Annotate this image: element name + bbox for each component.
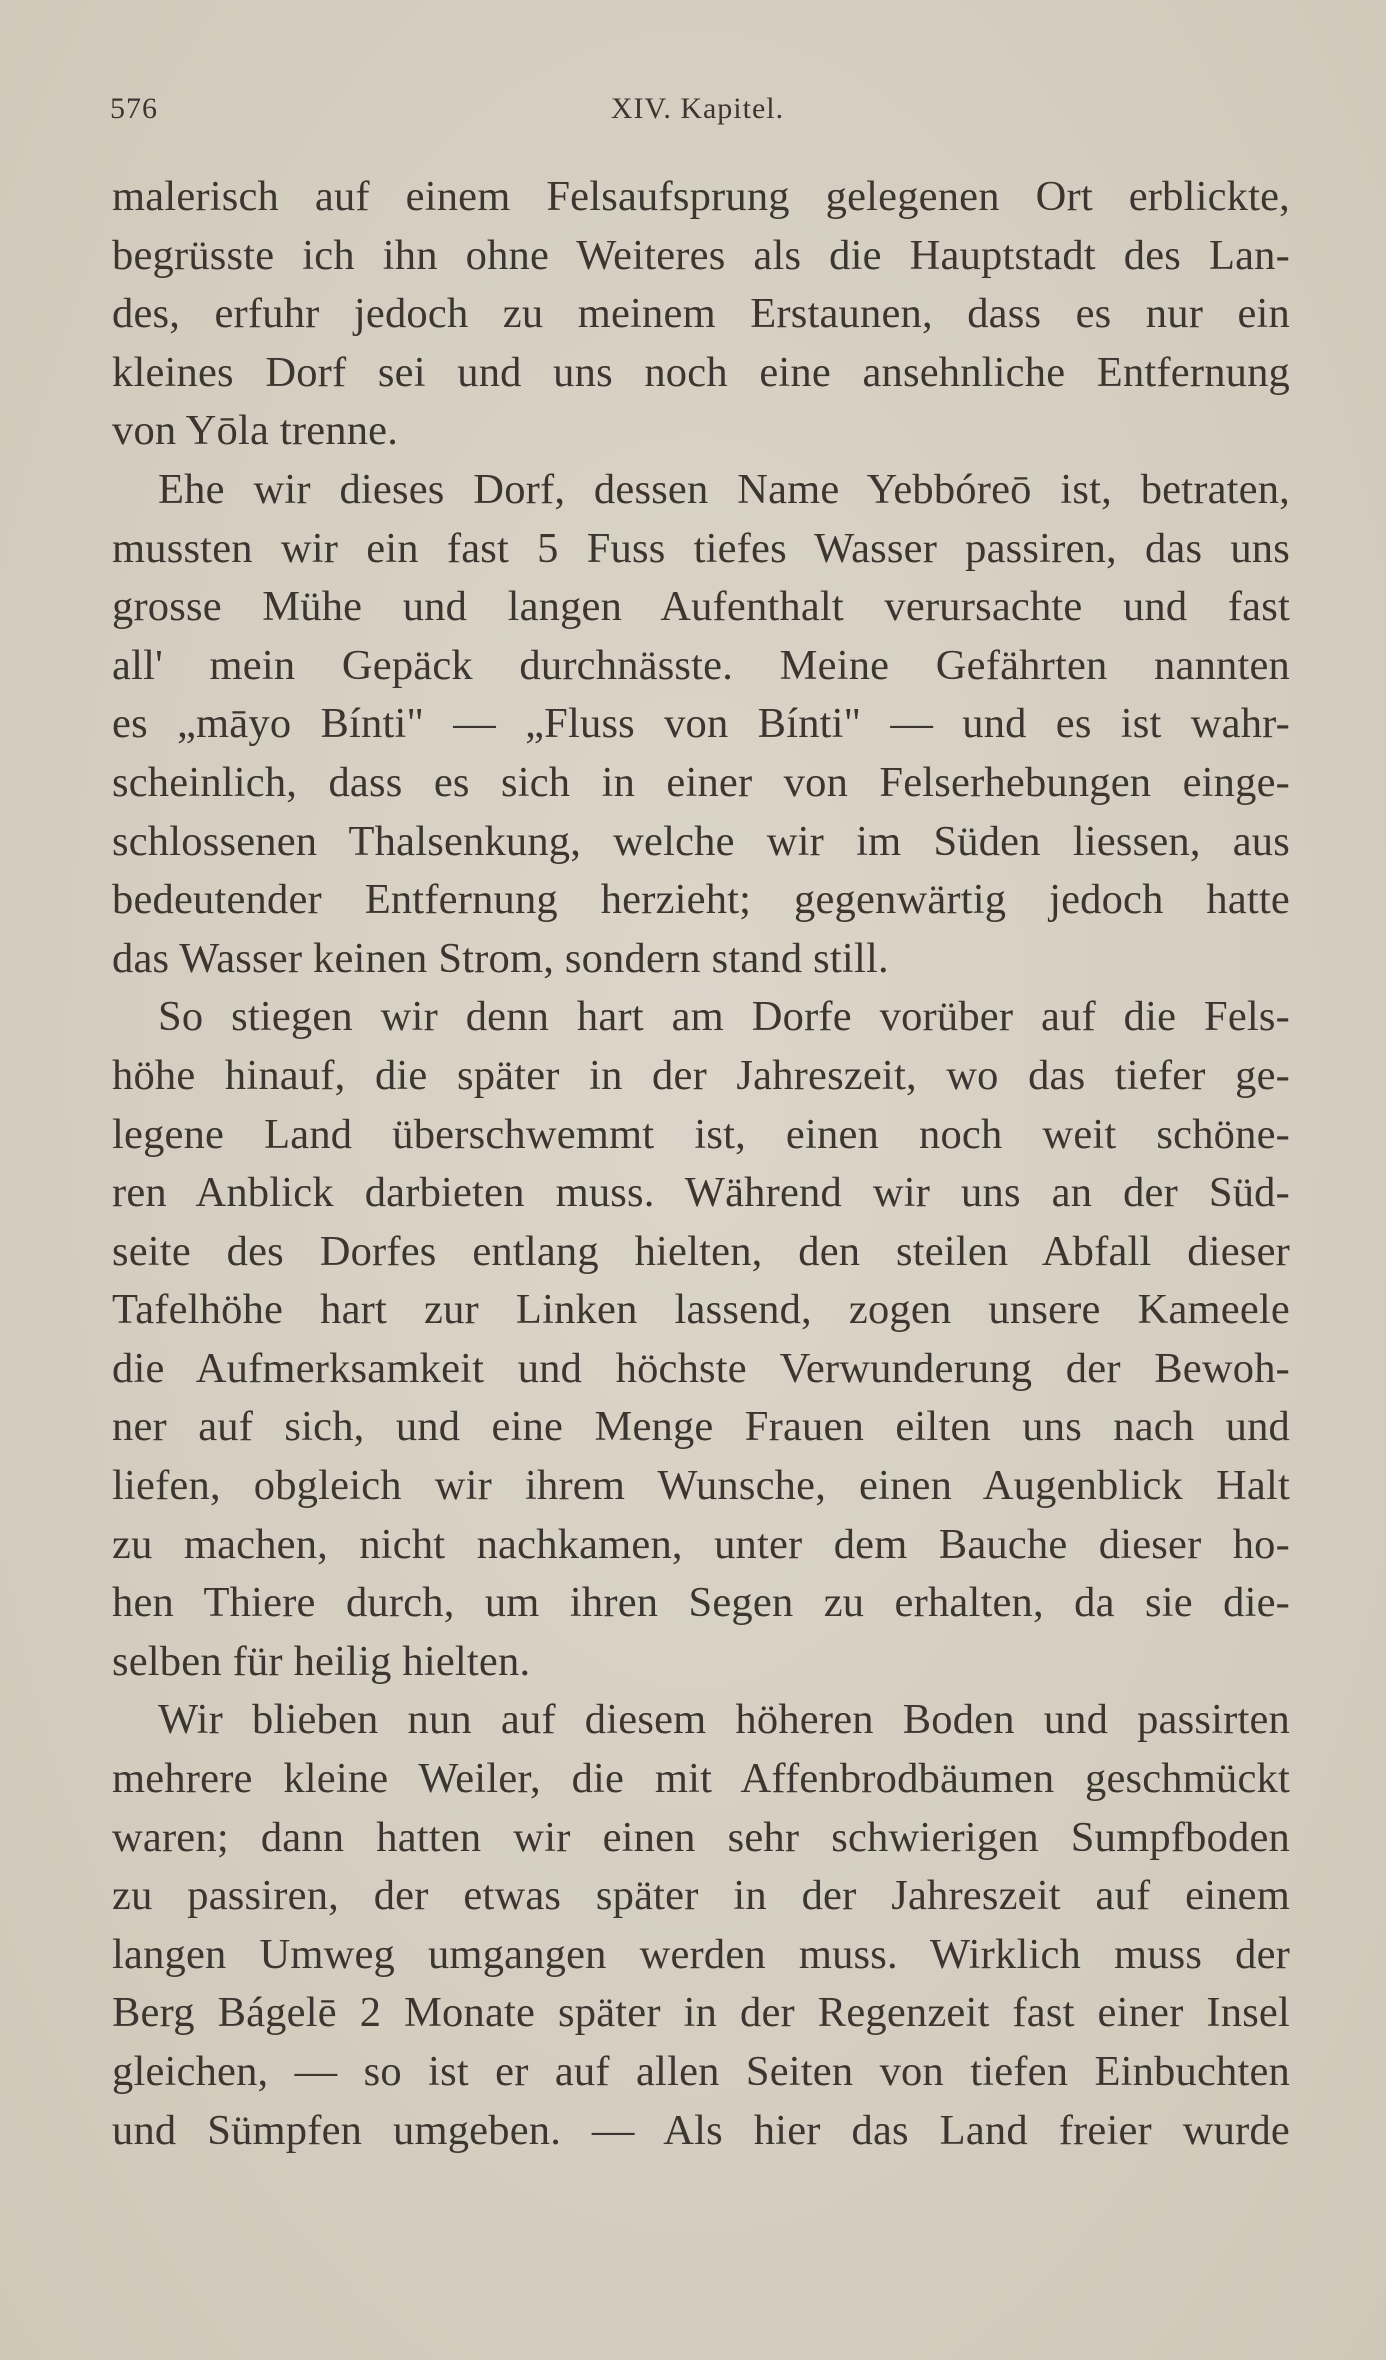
text-line: Wir blieben nun auf diesem höheren Boden und passirten [158, 1696, 1290, 1744]
text-line: scheinlich, dass es sich in einer von Felserhebungen einge- [112, 758, 1290, 806]
text-line: gleichen, — so ist er auf allen Seiten von tiefen Einbuchten [112, 2048, 1290, 2095]
text-line: die Aufmerksamkeit und höchste Verwunderung der Bewoh- [112, 1344, 1290, 1392]
body-text [112, 168, 1290, 2160]
text-line: hen Thiere durch, um ihren Segen zu erhalten, da sie die- [112, 1579, 1290, 1627]
text-line: liefen, obgleich wir ihrem Wunsche, einen Augenblick Halt [112, 1462, 1290, 1510]
text-line: selben für heilig hielten. [112, 1637, 531, 1685]
text-line: Berg Bágelē 2 Monate später in der Regenzeit fast einer Insel [112, 1989, 1290, 2037]
text-line: ren Anblick darbieten muss. Während wir uns an der Süd- [112, 1169, 1290, 1217]
text-line: malerisch auf einem Felsaufsprung gelegenen Ort erblickte, [112, 173, 1290, 220]
text-line: ner auf sich, und eine Menge Frauen eilten uns nach und [112, 1403, 1290, 1451]
text-line: zu machen, nicht nachkamen, unter dem Bauche dieser ho- [112, 1520, 1290, 1568]
text-line: mehrere kleine Weiler, die mit Affenbrodbäumen geschmückt [112, 1755, 1290, 1803]
text-line: grosse Mühe und langen Aufenthalt verursachte und fast [112, 583, 1290, 631]
text-line: das Wasser keinen Strom, sondern stand still. [112, 934, 889, 982]
text-line: bedeutender Entfernung herzieht; gegenwärtig jedoch hatte [112, 876, 1290, 924]
text-line: schlossenen Thalsenkung, welche wir im Süden liessen, aus [112, 817, 1290, 865]
paragraph-2 [112, 461, 1290, 988]
text-line: höhe hinauf, die später in der Jahreszeit, wo das tiefer ge- [112, 1051, 1290, 1099]
text-line: zu passiren, der etwas später in der Jahreszeit auf einem [112, 1872, 1290, 1920]
paragraph-4 [112, 1691, 1290, 2160]
page-header [110, 92, 1285, 132]
running-head: XIV. Kapitel. [610, 92, 785, 125]
text-line: und Sümpfen umgeben. — Als hier das Land freier wurde [112, 2106, 1290, 2154]
text-line: von Yōla trenne. [112, 407, 399, 455]
text-line: So stiegen wir denn hart am Dorfe vorüber auf die Fels- [158, 993, 1290, 1041]
text-line: kleines Dorf sei und uns noch eine ansehnliche Entfernung [112, 348, 1290, 396]
text-line: seite des Dorfes entlang hielten, den steilen Abfall dieser [112, 1227, 1290, 1275]
paragraph-3 [112, 988, 1290, 1691]
text-line: Ehe wir dieses Dorf, dessen Name Yebbóreō ist, betraten, [158, 465, 1290, 513]
text-line: legene Land überschwemmt ist, einen noch weit schöne- [112, 1110, 1290, 1158]
text-line: waren; dann hatten wir einen sehr schwierigen Sumpfboden [112, 1813, 1290, 1861]
text-line: all' mein Gepäck durchnässte. Meine Gefährten nannten [112, 641, 1290, 689]
text-line: langen Umweg umgangen werden muss. Wirklich muss der [112, 1930, 1290, 1978]
page-number: 576 [110, 92, 158, 125]
paragraph-1 [112, 168, 1290, 461]
text-line: mussten wir ein fast 5 Fuss tiefes Wasser passiren, das uns [112, 524, 1290, 572]
text-line: begrüsste ich ihn ohne Weiteres als die Hauptstadt des Lan- [112, 231, 1290, 279]
text-line: Tafelhöhe hart zur Linken lassend, zogen unsere Kameele [112, 1286, 1290, 1334]
text-line: es „māyo Bínti" — „Fluss von Bínti" — und es ist wahr- [112, 700, 1290, 748]
text-line: des, erfuhr jedoch zu meinem Erstaunen, dass es nur ein [112, 290, 1290, 338]
